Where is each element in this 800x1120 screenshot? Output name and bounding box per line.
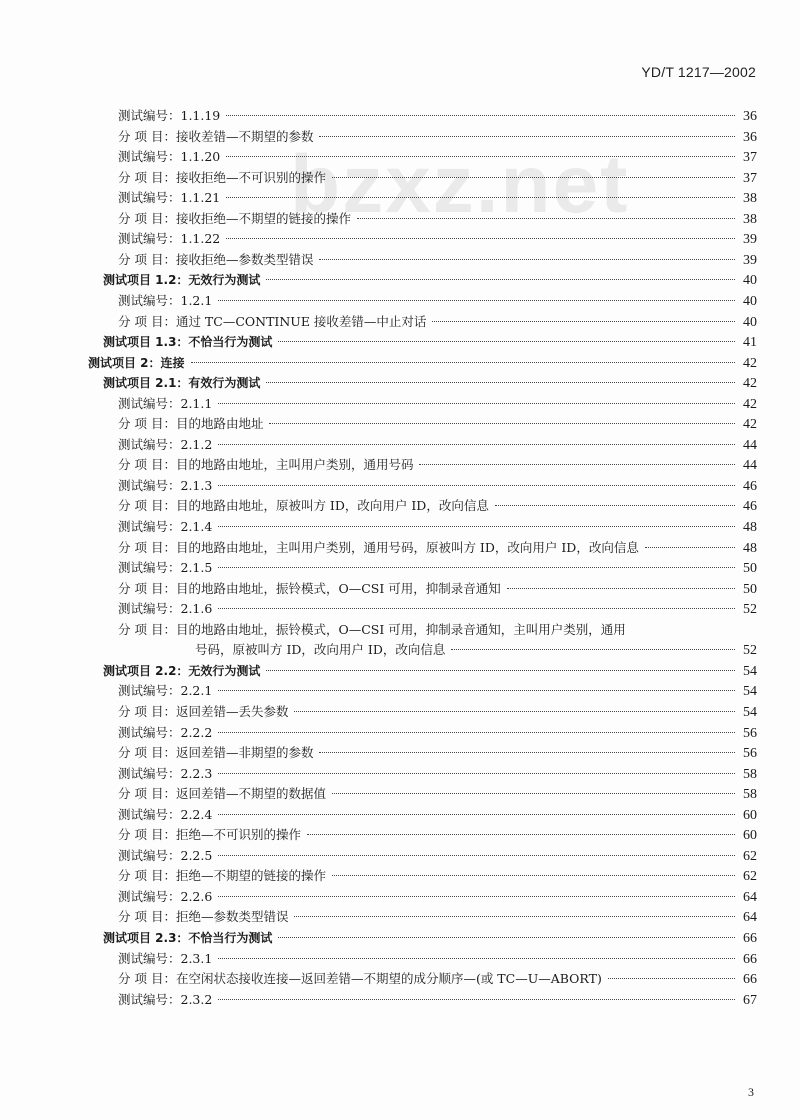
toc-entry[interactable] (118, 949, 757, 969)
toc-entry-page-number: 36 (743, 129, 757, 145)
toc-entry-label: 测试编号：2.2.6 (118, 888, 213, 904)
dot-leader (332, 177, 735, 178)
toc-entry[interactable] (118, 743, 757, 763)
toc-entry-label: 测试项目 1.2：无效行为测试 (103, 273, 261, 288)
toc-entry-label: 分 项 目：目的地路由地址 (118, 416, 264, 432)
toc-entry-page-number: 56 (743, 746, 757, 762)
dot-leader (645, 547, 735, 548)
toc-entry-page-number: 54 (743, 704, 757, 720)
toc-entry-label: 测试编号：2.3.1 (118, 950, 213, 966)
toc-entry[interactable] (118, 229, 757, 249)
toc-entry[interactable] (118, 764, 757, 784)
toc-entry-label: 测试编号：2.1.5 (118, 560, 213, 576)
dot-leader (218, 773, 735, 774)
toc-entry-label: 测试编号：1.1.20 (118, 149, 221, 165)
toc-entry[interactable] (118, 723, 757, 743)
dot-leader (319, 259, 735, 260)
toc-entry-page-number: 64 (743, 910, 757, 926)
toc-entry-page-number: 62 (743, 869, 757, 885)
toc-entry-label: 测试编号：2.1.2 (118, 436, 213, 452)
dot-leader (451, 649, 735, 650)
toc-entry[interactable] (118, 147, 757, 167)
dot-leader (226, 115, 735, 116)
toc-entry-page-number: 38 (743, 211, 757, 227)
toc-entry[interactable] (118, 394, 757, 414)
toc-entry-page-number: 60 (743, 828, 757, 844)
toc-entry-page-number: 39 (743, 252, 757, 268)
dot-leader (266, 670, 735, 671)
toc-entry-label: 分 项 目：目的地路由地址，主叫用户类别，通用号码 (118, 457, 414, 473)
toc-entry[interactable] (118, 887, 757, 907)
dot-leader (332, 793, 735, 794)
toc-entry[interactable] (118, 414, 757, 434)
toc-entry-label: 测试编号：2.3.2 (118, 991, 213, 1007)
toc-entry-label: 分 项 目：拒绝—不期望的链接的操作 (118, 868, 326, 884)
toc-entry-label: 分 项 目：拒绝—不可识别的操作 (118, 827, 301, 843)
toc-entry-label: 测试编号：2.2.3 (118, 765, 213, 781)
dot-leader (419, 464, 735, 465)
toc-entry-label: 分 项 目：返回差错—不期望的数据值 (118, 786, 326, 802)
page-number: 3 (748, 1085, 754, 1099)
dot-leader (218, 608, 735, 609)
toc-entry[interactable] (118, 476, 757, 496)
dot-leader (218, 567, 735, 568)
toc-entry-page-number: 48 (743, 540, 757, 556)
toc-heading-entry[interactable] (103, 332, 757, 352)
dot-leader (218, 855, 735, 856)
dot-leader (269, 423, 735, 424)
dot-leader (266, 382, 735, 383)
toc-entry-page-number: 66 (743, 951, 757, 967)
toc-entry[interactable] (118, 805, 757, 825)
toc-entry-label: 分 项 目：接收拒绝—参数类型错误 (118, 251, 314, 267)
toc-entry-label: 分 项 目：返回差错—非期望的参数 (118, 745, 314, 761)
toc-entry-page-number: 52 (743, 643, 757, 659)
dot-leader (226, 156, 735, 157)
dot-leader (307, 834, 735, 835)
dot-leader (266, 279, 735, 280)
toc-entry-label: 测试编号：2.1.6 (118, 601, 213, 617)
toc-entry-page-number: 48 (743, 520, 757, 535)
dot-leader (332, 875, 735, 876)
toc-entry-page-number: 58 (743, 787, 757, 803)
toc-entry-page-number: 62 (743, 848, 757, 864)
toc-entry[interactable] (118, 496, 757, 516)
toc-entry[interactable] (195, 640, 757, 660)
toc-entry[interactable] (118, 127, 757, 147)
toc-entry-label: 测试编号：2.1.3 (118, 477, 213, 493)
toc-entry[interactable] (118, 168, 757, 188)
toc-entry-label: 分 项 目：通过 TC—CONTINUE 接收差错—中止对话 (118, 313, 427, 329)
toc-heading-entry[interactable] (103, 373, 757, 393)
toc-entry[interactable] (118, 784, 757, 804)
toc-entry-label: 分 项 目：目的地路由地址，振铃模式，O—CSI 可用，抑制录音通知，主叫用户类别，通用 (118, 621, 626, 637)
toc-entry-page-number: 36 (743, 109, 757, 124)
toc-entry[interactable] (118, 681, 757, 701)
toc-entry-page-number: 56 (743, 725, 757, 741)
watermark: bzxz.net (290, 139, 630, 230)
toc-entry-page-number: 50 (743, 561, 757, 577)
toc-entry-label: 分 项 目：目的地路由地址，振铃模式，O—CSI 可用，抑制录音通知 (118, 580, 501, 596)
toc-entry-label: 分 项 目：接收拒绝—不期望的链接的操作 (118, 210, 351, 226)
toc-entry-page-number: 46 (743, 499, 757, 515)
toc-entry[interactable] (118, 209, 757, 229)
toc-entry-page-number: 40 (743, 273, 757, 289)
toc-entry[interactable] (118, 106, 757, 126)
toc-entry[interactable] (118, 455, 757, 475)
toc-entry-label: 测试编号：1.1.22 (118, 231, 221, 247)
toc-entry[interactable] (118, 620, 757, 640)
toc-entry-page-number: 46 (743, 478, 757, 494)
dot-leader (278, 341, 735, 342)
toc-entry-page-number: 54 (743, 684, 757, 700)
toc-entry[interactable] (118, 250, 757, 270)
toc-entry-page-number: 67 (743, 992, 757, 1008)
toc-entry[interactable] (118, 435, 757, 455)
toc-entry-page-number: 64 (743, 889, 757, 905)
toc-entry-page-number: 52 (743, 602, 757, 618)
toc-entry[interactable] (118, 846, 757, 866)
toc-entry-label: 分 项 目：目的地路由地址，原被叫方 ID，改向用户 ID，改向信息 (118, 498, 489, 514)
toc-entry-page-number: 42 (743, 355, 757, 371)
toc-entry[interactable] (118, 291, 757, 311)
toc-entry-label: 号码，原被叫方 ID，改向用户 ID，改向信息 (195, 642, 446, 658)
toc-entry-label: 测试项目 2：连接 (88, 355, 185, 370)
toc-entry-label: 测试编号：2.2.2 (118, 724, 213, 740)
toc-entry-page-number: 38 (743, 191, 757, 207)
dot-leader (226, 197, 735, 198)
toc-entry[interactable] (118, 517, 757, 537)
dot-leader (226, 238, 735, 239)
toc-heading-entry[interactable] (103, 928, 757, 948)
toc-entry-page-number: 40 (743, 293, 757, 309)
dot-leader (218, 896, 735, 897)
toc-entry-label: 测试项目 1.3：不恰当行为测试 (103, 335, 273, 350)
toc-entry[interactable] (118, 538, 757, 558)
toc-entry-label: 分 项 目：拒绝—参数类型错误 (118, 909, 289, 925)
toc-entry-label: 测试项目 2.2：无效行为测试 (103, 663, 261, 678)
dot-leader (432, 321, 735, 322)
dot-leader (507, 588, 735, 589)
toc-entry[interactable] (118, 558, 757, 578)
toc-heading-entry[interactable] (88, 353, 757, 373)
dot-leader (218, 403, 735, 404)
dot-leader (218, 958, 735, 959)
toc-entry-page-number: 42 (743, 376, 757, 392)
toc-entry-label: 分 项 目：目的地路由地址，主叫用户类别，通用号码，原被叫方 ID，改向用户 ID，改向信息 (118, 539, 639, 555)
toc-entry-label: 分 项 目：接收差错—不期望的参数 (118, 128, 314, 144)
toc-entry[interactable] (118, 599, 757, 619)
toc-entry-label: 测试编号：1.2.1 (118, 292, 213, 308)
dot-leader (218, 300, 735, 301)
toc-entry-page-number: 37 (743, 150, 757, 166)
toc-entry[interactable] (118, 825, 757, 845)
toc-entry[interactable] (118, 969, 757, 989)
toc-entry-label: 测试编号：1.1.19 (118, 108, 221, 123)
toc-entry-page-number: 50 (743, 581, 757, 597)
toc-entry-label: 分 项 目：在空闲状态接收连接—返回差错—不期望的成分顺序—(或 TC—U—ABORT) (118, 971, 602, 987)
toc-entry-label: 测试编号：2.2.5 (118, 847, 213, 863)
standard-code-header: YD/T 1217—2002 (641, 64, 756, 80)
toc-entry-page-number: 60 (743, 807, 757, 823)
toc-heading-entry[interactable] (103, 661, 757, 681)
dot-leader (319, 136, 735, 137)
toc-entry-label: 测试编号：1.1.21 (118, 190, 221, 206)
toc-entry-page-number: 40 (743, 314, 757, 330)
dot-leader (218, 690, 735, 691)
toc-entry-page-number: 44 (743, 437, 757, 453)
toc-entry-label: 测试编号：2.1.4 (118, 519, 213, 534)
toc-entry-label: 测试项目 2.3：不恰当行为测试 (103, 931, 273, 945)
toc-entry-label: 测试编号：2.1.1 (118, 395, 213, 411)
toc-heading-entry[interactable] (103, 270, 757, 290)
toc-entry-page-number: 41 (743, 335, 757, 351)
toc-entry-label: 分 项 目：返回差错—丢失参数 (118, 703, 289, 719)
toc-entry-page-number: 37 (743, 170, 757, 186)
toc-entry-page-number: 54 (743, 663, 757, 679)
dot-leader (319, 752, 735, 753)
dot-leader (357, 218, 735, 219)
toc-entry[interactable] (118, 579, 757, 599)
toc-entry-label: 测试编号：2.2.1 (118, 683, 213, 699)
toc-entry[interactable] (118, 312, 757, 332)
dot-leader (608, 978, 735, 979)
dot-leader (294, 916, 735, 917)
toc-entry-page-number: 42 (743, 396, 757, 412)
dot-leader (191, 362, 735, 363)
dot-leader (218, 485, 735, 486)
dot-leader (218, 444, 735, 445)
dot-leader (278, 937, 735, 938)
toc-entry-page-number: 58 (743, 766, 757, 782)
toc-entry-label: 测试项目 2.1：有效行为测试 (103, 376, 261, 391)
toc-entry[interactable] (118, 702, 757, 722)
toc-entry-label: 测试编号：2.2.4 (118, 806, 213, 822)
toc-entry-page-number: 66 (743, 972, 757, 988)
dot-leader (218, 999, 735, 1000)
toc-entry[interactable] (118, 866, 757, 886)
toc-entry[interactable] (118, 188, 757, 208)
toc-entry-label: 分 项 目：接收拒绝—不可识别的操作 (118, 169, 326, 185)
toc-entry[interactable] (118, 907, 757, 927)
toc-entry-page-number: 42 (743, 417, 757, 433)
dot-leader (495, 505, 735, 506)
toc-entry[interactable] (118, 990, 757, 1010)
toc-entry-page-number: 66 (743, 931, 757, 946)
toc-entry-page-number: 39 (743, 232, 757, 248)
dot-leader (218, 732, 735, 733)
toc-entry-page-number: 44 (743, 458, 757, 474)
dot-leader (218, 814, 735, 815)
dot-leader (294, 711, 735, 712)
dot-leader (218, 526, 735, 527)
